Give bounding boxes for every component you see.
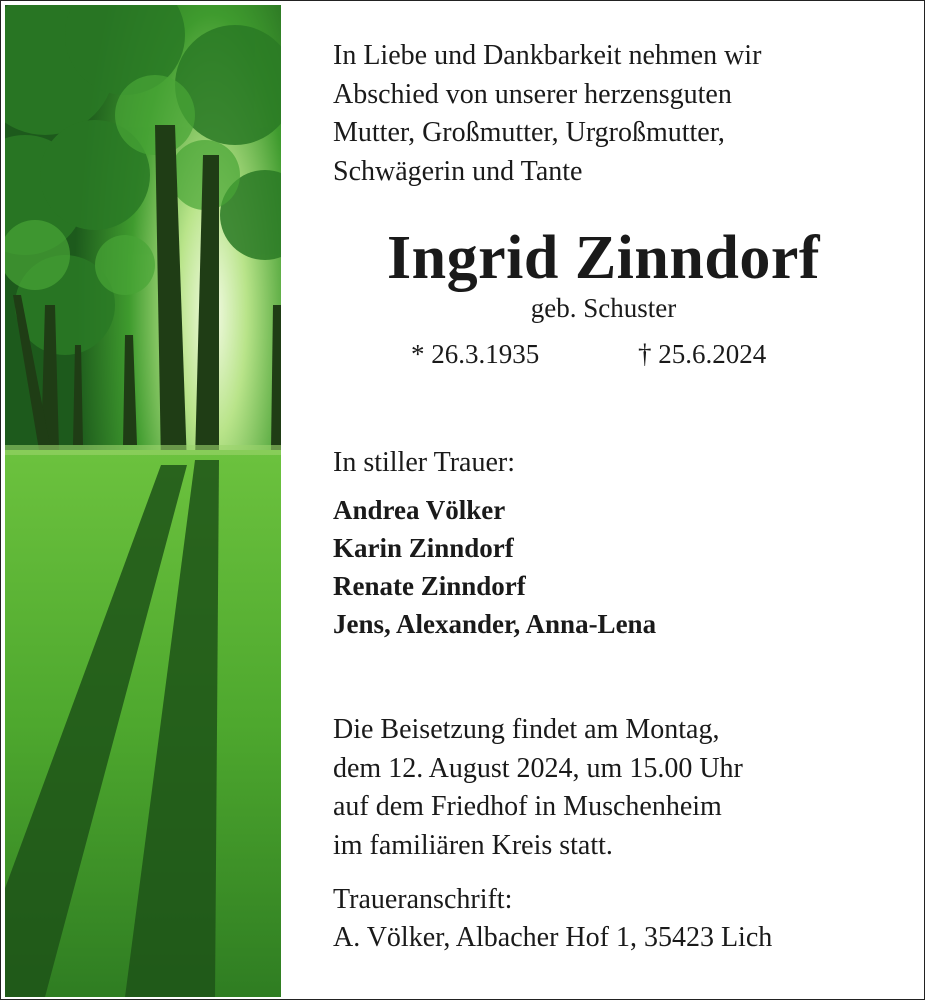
mourners-label: In stiller Trauer: <box>333 447 515 478</box>
funeral-line: Die Beisetzung findet am Montag, <box>333 714 720 745</box>
funeral-line: auf dem Friedhof in Muschenheim <box>333 791 722 822</box>
mourner-name: Karin Zinndorf <box>333 533 514 563</box>
birth-name: geb. Schuster <box>530 293 677 323</box>
intro-line: Schwägerin und Tante <box>333 155 583 187</box>
death-date: † 25.6.2024 <box>638 339 767 369</box>
mourner-name: Renate Zinndorf <box>333 571 526 601</box>
intro-text <box>333 37 893 191</box>
park-trees-image <box>5 5 281 997</box>
address-value: A. Völker, Albacher Hof 1, 35423 Lich <box>333 922 773 953</box>
park-trees-illustration <box>5 5 281 997</box>
mourner-name: Andrea Völker <box>333 495 506 525</box>
intro-line: Mutter, Großmutter, Urgroßmutter, <box>333 117 725 148</box>
funeral-line: dem 12. August 2024, um 15.00 Uhr <box>333 752 743 784</box>
intro-line: In Liebe und Dankbarkeit nehmen wir <box>333 40 762 71</box>
address-label: Traueranschrift: <box>333 884 513 915</box>
mourning-address <box>333 881 903 957</box>
funeral-line: im familiären Kreis statt. <box>333 829 613 861</box>
funeral-info <box>333 711 893 865</box>
intro-line: Abschied von unserer herzensguten <box>333 78 732 110</box>
mourners-list <box>333 491 656 643</box>
mourner-name: Jens, Alexander, Anna-Lena <box>333 609 657 639</box>
deceased-name: Ingrid Zinndorf <box>386 224 821 292</box>
birth-date: * 26.3.1935 <box>411 339 540 369</box>
